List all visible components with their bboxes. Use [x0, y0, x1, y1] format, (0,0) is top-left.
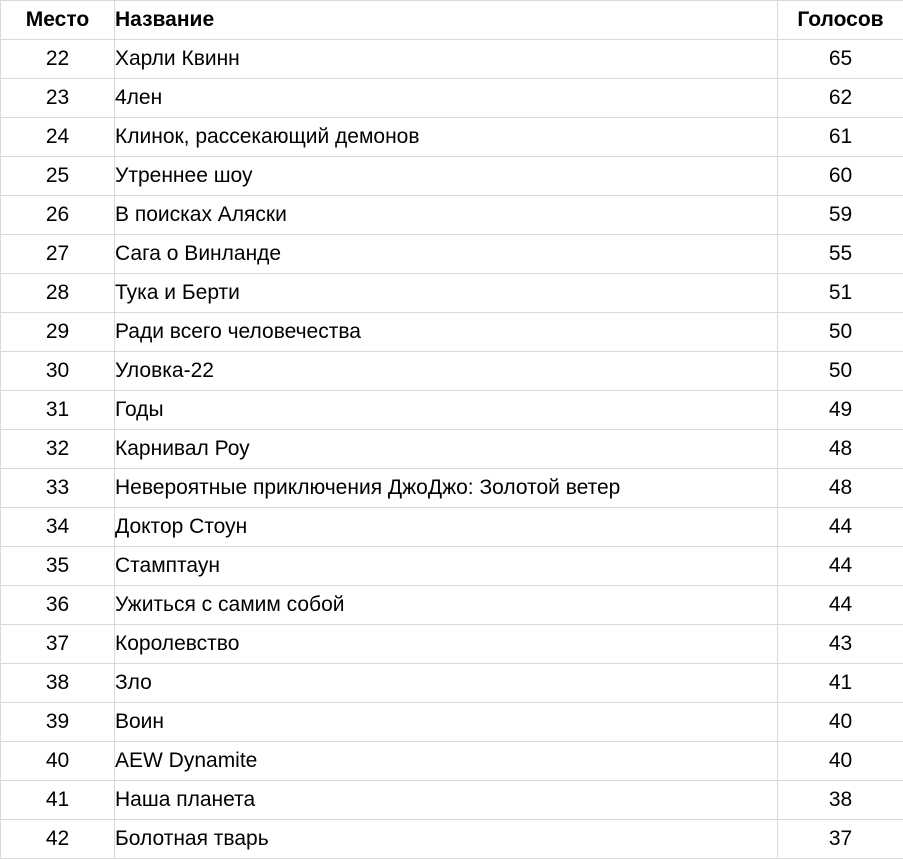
title-cell: Королевство	[115, 625, 778, 664]
title-cell: Клинок, рассекающий демонов	[115, 118, 778, 157]
votes-cell: 50	[778, 313, 903, 352]
place-cell: 35	[1, 547, 115, 586]
title-cell: Стамптаун	[115, 547, 778, 586]
title-cell: Воин	[115, 703, 778, 742]
votes-cell: 43	[778, 625, 903, 664]
votes-cell: 40	[778, 742, 903, 781]
place-cell: 36	[1, 586, 115, 625]
table-row	[1, 742, 903, 781]
votes-cell: 65	[778, 40, 903, 79]
votes-cell: 48	[778, 469, 903, 508]
table-row	[1, 781, 903, 820]
place-cell: 37	[1, 625, 115, 664]
table-row	[1, 274, 903, 313]
title-cell: Карнивал Роу	[115, 430, 778, 469]
place-cell: 26	[1, 196, 115, 235]
table-row	[1, 703, 903, 742]
votes-cell: 44	[778, 508, 903, 547]
table-body	[1, 40, 903, 859]
votes-cell: 41	[778, 664, 903, 703]
title-cell: AEW Dynamite	[115, 742, 778, 781]
title-cell: Доктор Стоун	[115, 508, 778, 547]
title-cell: В поисках Аляски	[115, 196, 778, 235]
place-cell: 28	[1, 274, 115, 313]
table-row	[1, 235, 903, 274]
votes-cell: 55	[778, 235, 903, 274]
votes-cell: 60	[778, 157, 903, 196]
title-cell: Тука и Берти	[115, 274, 778, 313]
title-cell: Невероятные приключения ДжоДжо: Золотой ветер	[115, 469, 778, 508]
place-cell: 34	[1, 508, 115, 547]
title-cell: 4лен	[115, 79, 778, 118]
title-cell: Уловка-22	[115, 352, 778, 391]
title-cell: Ради всего человечества	[115, 313, 778, 352]
place-cell: 24	[1, 118, 115, 157]
place-cell: 30	[1, 352, 115, 391]
table-row	[1, 313, 903, 352]
table-row	[1, 352, 903, 391]
table-row	[1, 469, 903, 508]
place-cell: 32	[1, 430, 115, 469]
place-cell: 23	[1, 79, 115, 118]
table-row	[1, 586, 903, 625]
place-cell: 22	[1, 40, 115, 79]
table-row	[1, 508, 903, 547]
column-header-votes: Голосов	[778, 1, 903, 40]
table-row	[1, 547, 903, 586]
table-row	[1, 820, 903, 859]
place-cell: 39	[1, 703, 115, 742]
title-cell: Утреннее шоу	[115, 157, 778, 196]
title-cell: Харли Квинн	[115, 40, 778, 79]
place-cell: 31	[1, 391, 115, 430]
table-row	[1, 40, 903, 79]
place-cell: 33	[1, 469, 115, 508]
table-row	[1, 391, 903, 430]
votes-cell: 51	[778, 274, 903, 313]
votes-cell: 37	[778, 820, 903, 859]
place-cell: 25	[1, 157, 115, 196]
votes-cell: 44	[778, 547, 903, 586]
votes-cell: 40	[778, 703, 903, 742]
title-cell: Ужиться с самим собой	[115, 586, 778, 625]
table-row	[1, 79, 903, 118]
votes-cell: 38	[778, 781, 903, 820]
votes-cell: 50	[778, 352, 903, 391]
table-row	[1, 118, 903, 157]
place-cell: 40	[1, 742, 115, 781]
title-cell: Годы	[115, 391, 778, 430]
place-cell: 41	[1, 781, 115, 820]
table-row	[1, 625, 903, 664]
place-cell: 42	[1, 820, 115, 859]
column-header-title: Название	[115, 1, 778, 40]
place-cell: 29	[1, 313, 115, 352]
votes-cell: 61	[778, 118, 903, 157]
header-row	[1, 1, 903, 40]
table-row	[1, 157, 903, 196]
place-cell: 38	[1, 664, 115, 703]
votes-cell: 59	[778, 196, 903, 235]
table-row	[1, 430, 903, 469]
votes-cell: 44	[778, 586, 903, 625]
title-cell: Наша планета	[115, 781, 778, 820]
table-row	[1, 196, 903, 235]
votes-cell: 48	[778, 430, 903, 469]
title-cell: Зло	[115, 664, 778, 703]
title-cell: Сага о Винланде	[115, 235, 778, 274]
table-row	[1, 664, 903, 703]
votes-cell: 62	[778, 79, 903, 118]
title-cell: Болотная тварь	[115, 820, 778, 859]
votes-cell: 49	[778, 391, 903, 430]
place-cell: 27	[1, 235, 115, 274]
column-header-place: Место	[1, 1, 115, 40]
